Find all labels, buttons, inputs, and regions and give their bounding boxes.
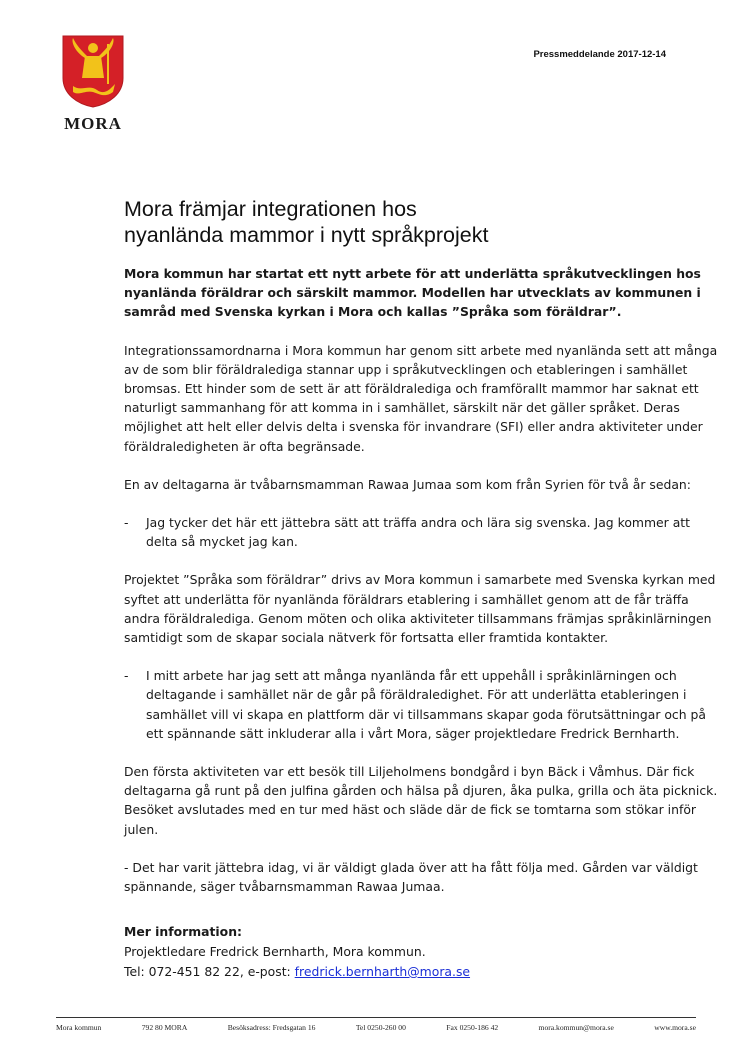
- contact-email-link[interactable]: fredrick.bernharth@mora.se: [294, 964, 471, 979]
- contact-tel-line: [124, 962, 684, 982]
- municipality-logo: [57, 34, 129, 134]
- coat-of-arms-icon: [61, 34, 125, 108]
- paragraph-1: Integrationssamordnarna i Mora kommun har genom sitt arbete med nyanlända sett att många av de som blir föräldralediga stannar upp i språkutvecklingen och etableringen i samhället bromsas. Ett hinder som de sett är att föräldralediga och framförallt mammor har saknat ett naturligt sammanhang för att komma in i samhället, särskilt när det gäller språket. Deras möjlighet att helt eller delvis delta i svenska för invandrare (SFI) eller andra aktiviteter under föräldraledigheten är ofta begränsade.: [124, 342, 718, 454]
- paragraph-2: En av deltagarna är tvåbarnsmamman Rawaa Jumaa som kom från Syrien för två år sedan:: [124, 476, 691, 492]
- headline-line-2: nyanlända mammor i nytt språkprojekt: [124, 223, 489, 247]
- contact-heading: Mer information:: [124, 924, 242, 939]
- quote-1-text: Jag tycker det här ett jättebra sätt att träffa andra och lära sig svenska. Jag kommer att delta så mycket jag kan.: [146, 515, 691, 550]
- footer-postal: 792 80 MORA: [141, 1023, 188, 1032]
- footer-fax: Fax 0250-186 42: [446, 1023, 499, 1032]
- quote-dash: -: [124, 515, 129, 531]
- footer-org: Mora kommun: [56, 1023, 102, 1032]
- footer-web: www.mora.se: [654, 1023, 696, 1032]
- contact-person: Projektledare Fredrick Bernharth, Mora kommun.: [124, 944, 426, 959]
- quote-3: - Det har varit jättebra idag, vi är väldigt glada över att ha fått följa med. Gården var väldigt spännande, säger tvåbarnsmamman Rawaa Jumaa.: [124, 859, 698, 895]
- footer-tel: Tel 0250-260 00: [355, 1023, 406, 1032]
- paragraph-4: Den första aktiviteten var ett besök till Liljeholmens bondgård i byn Bäck i Våmhus. Där fick deltagarna gå runt på den julfina gården och hälsa på djuren, åka pulka, grilla och äta picknick. Besöket avslutades med en tur med häst och släde där de fick se tomtarna som stökar inför julen.: [124, 764, 718, 837]
- press-release-date: Pressmeddelande 2017-12-14: [533, 49, 666, 60]
- contact-info: [124, 922, 684, 982]
- page-title: [124, 196, 684, 248]
- quote-2: [124, 666, 724, 743]
- footer-divider: [56, 1017, 696, 1018]
- contact-tel: Tel: 072-451 82 22, e-post:: [124, 964, 295, 979]
- lead-paragraph: Mora kommun har startat ett nytt arbete för att underlätta språkutvecklingen hos nyanlända föräldrar och särskilt mammor. Modellen har utvecklats av kommunen i samråd med Svenska kyrkan i Mora och kallas ”Språka som föräldrar”.: [124, 266, 701, 320]
- quote-1: [124, 513, 724, 551]
- footer-address: Besöksadress: Fredsgatan 16: [227, 1023, 316, 1032]
- headline-line-1: Mora främjar integrationen hos: [124, 197, 417, 221]
- quote-2-text: I mitt arbete har jag sett att många nyanlända får ett uppehåll i språkinlärningen och deltagande i samhället när de går på föräldraledighet. För att underlätta etableringen i samhället vill vi skapa en plattform där vi tillsammans skapar goda förutsättningar och på ett spännande sätt inkluderar alla i vårt Mora, säger projektledare Fredrick Bernharth.: [146, 668, 706, 741]
- page-footer: [56, 1023, 696, 1032]
- quote-dash: -: [124, 668, 129, 684]
- article-body: [124, 264, 724, 915]
- paragraph-3: Projektet ”Språka som föräldrar” drivs av Mora kommun i samarbete med Svenska kyrkan med syftet att underlätta för nyanlända föräldrars etablering i samhället genom att de får träffa andra föräldralediga. Genom möten och olika aktiviteter tillsammans främjas språkinlärningen samtidigt som de skapar sociala nätverk för fortsatta eller framtida kontakter.: [124, 572, 716, 646]
- logo-wordmark: MORA: [64, 114, 122, 133]
- footer-email: mora.kommun@mora.se: [538, 1023, 614, 1032]
